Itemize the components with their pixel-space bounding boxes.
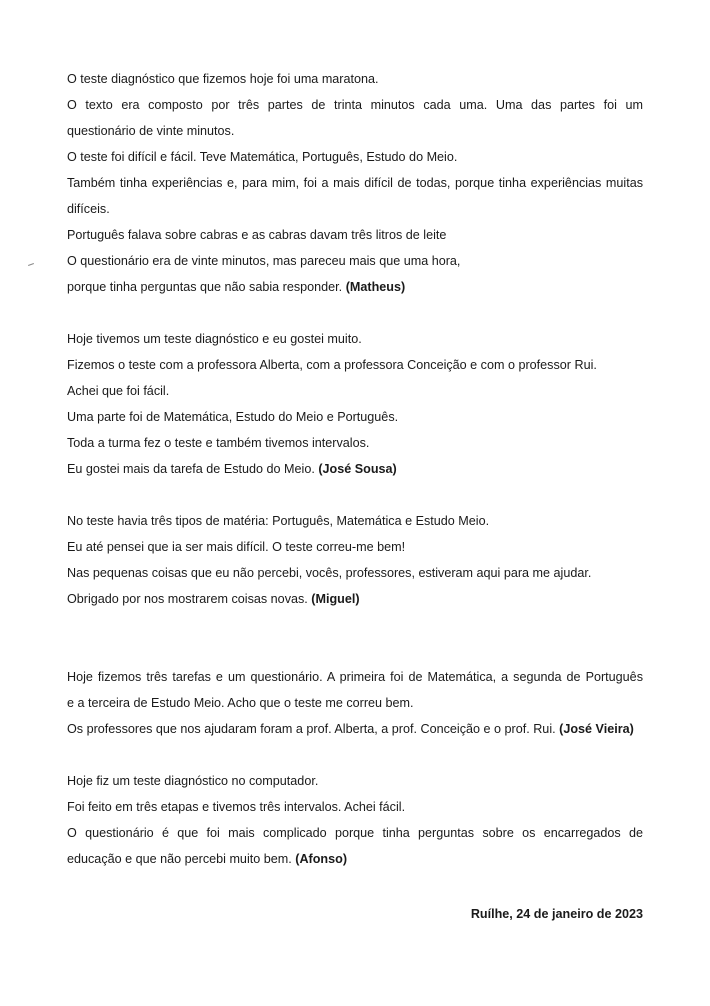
author-name: (José Sousa) [318, 462, 397, 476]
paragraph-miguel [67, 508, 643, 612]
text-line [67, 456, 643, 482]
line-text: Os professores que nos ajudaram foram a prof. Alberta, a prof. Conceição e o prof. Rui. [67, 722, 556, 736]
paragraph-spacer [67, 482, 643, 508]
date-location-line: Ruílhe, 24 de janeiro de 2023 [470, 907, 643, 921]
text-line: questionário de vinte minutos. [67, 124, 235, 138]
text-line: Hoje tivemos um teste diagnóstico e eu gostei muito. [67, 332, 362, 346]
text-line: Nas pequenas coisas que eu não percebi, vocês, professores, estiveram aqui para me ajudar. [67, 566, 592, 580]
text-line: O teste diagnóstico que fizemos hoje foi uma maratona. [67, 72, 379, 86]
paragraph-jose-sousa [67, 326, 643, 482]
line-text: educação e que não percebi muito bem. [67, 852, 292, 866]
text-line: O teste foi difícil e fácil. Teve Matemática, Português, Estudo do Meio. [67, 150, 458, 164]
text-line: Uma parte foi de Matemática, Estudo do Meio e Português. [67, 410, 399, 424]
text-line: Achei que foi fácil. [67, 384, 170, 398]
text-line: Toda a turma fez o teste e também tivemos intervalos. [67, 436, 370, 450]
paragraph-afonso [67, 768, 643, 872]
author-name: (Miguel) [311, 592, 360, 606]
text-line: O texto era composto por três partes de trinta minutos cada uma. Uma das partes foi um [67, 98, 643, 112]
paragraph-matheus [67, 66, 643, 300]
line-text: porque tinha perguntas que não sabia responder. [67, 280, 343, 294]
document-body [67, 66, 643, 872]
text-line [67, 846, 643, 872]
stray-pen-mark [28, 263, 34, 266]
text-line: Português falava sobre cabras e as cabras davam três litros de leite [67, 228, 447, 242]
text-line [67, 716, 643, 742]
paragraph-spacer [67, 612, 643, 664]
line-text: Obrigado por nos mostrarem coisas novas. [67, 592, 308, 606]
text-line [67, 586, 643, 612]
paragraph-spacer [67, 300, 643, 326]
text-line: O questionário era de vinte minutos, mas pareceu mais que uma hora, [67, 254, 461, 268]
line-text: Eu gostei mais da tarefa de Estudo do Meio. [67, 462, 315, 476]
author-name: (José Vieira) [559, 722, 634, 736]
author-name: (Matheus) [345, 280, 406, 294]
author-name: (Afonso) [295, 852, 348, 866]
text-line: Também tinha experiências e, para mim, foi a mais difícil de todas, porque tinha experiências muitas [67, 176, 643, 190]
text-line: Hoje fiz um teste diagnóstico no computador. [67, 774, 319, 788]
text-line [67, 274, 643, 300]
text-line: Foi feito em três etapas e tivemos três intervalos. Achei fácil. [67, 800, 406, 814]
text-line: e a terceira de Estudo Meio. Acho que o teste me correu bem. [67, 696, 414, 710]
paragraph-jose-vieira [67, 664, 643, 742]
text-line: O questionário é que foi mais complicado porque tinha perguntas sobre os encarregados de [67, 826, 643, 840]
text-line: Eu até pensei que ia ser mais difícil. O teste correu-me bem! [67, 540, 406, 554]
text-line: difíceis. [67, 202, 110, 216]
text-line: No teste havia três tipos de matéria: Português, Matemática e Estudo Meio. [67, 514, 490, 528]
paragraph-spacer [67, 742, 643, 768]
text-line: Fizemos o teste com a professora Alberta, com a professora Conceição e com o professor Rui. [67, 358, 597, 372]
text-line: Hoje fizemos três tarefas e um questionário. A primeira foi de Matemática, a segunda de Português [67, 670, 643, 684]
